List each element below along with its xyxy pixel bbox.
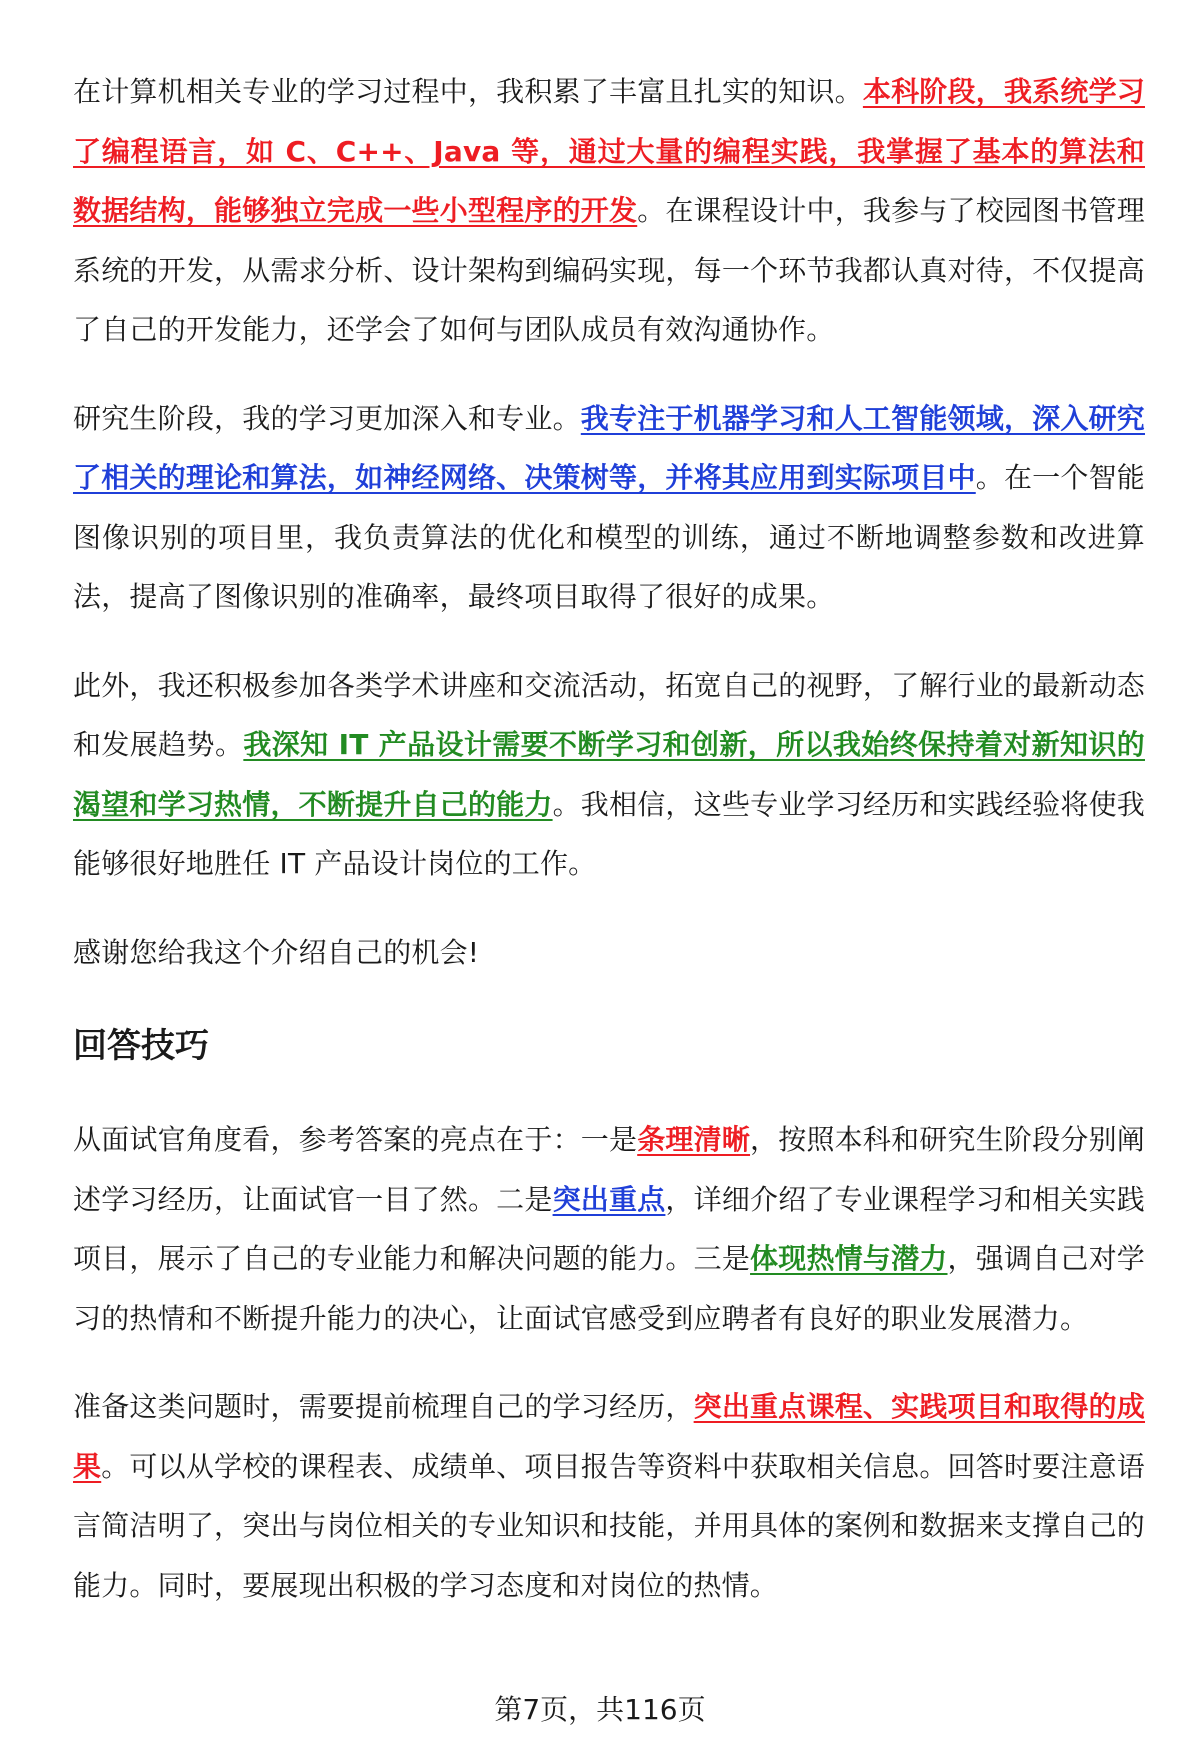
text-segment: 。在课程设计中，我参与了校园图书管理系统的开发，从需求分析、设计架构到编码实现，每一个环节我都认真对待，不仅提高了自己的开发能力，还学会了如何与团队成员有效沟通协作。 [73,194,1145,346]
highlight-blue: 我专注于机器学习和人工智能领域，深入研究了相关的理论和算法，如神经网络、决策树等，并将其应用到实际项目中 [73,401,1145,494]
text-segment: 研究生阶段，我的学习更加深入和专业。 [73,401,581,435]
text-segment: 。我相信，这些专业学习经历和实践经验将使我能够很好地胜任 IT 产品设计岗位的工作。 [73,787,1146,880]
text-segment: 感谢您给我这个介绍自己的机会! [73,935,480,969]
paragraph-undergrad [73,62,1145,360]
text-segment: ，详细介绍了专业课程学习和相关实践项目，展示了自己的专业能力和解决问题的能力。三是 [73,1182,1145,1275]
paragraph-graduate [73,389,1145,627]
text-segment: 此外，我还积极参加各类学术讲座和交流活动，拓宽自己的视野，了解行业的最新动态和发展趋势。 [73,668,1145,761]
paragraph-activities [73,656,1145,894]
highlight-blue: 突出重点 [552,1182,666,1216]
text-segment: ，按照本科和研究生阶段分别阐述学习经历，让面试官一目了然。二是 [73,1123,1145,1216]
paragraph-thanks [73,923,1145,983]
text-segment: 从面试官角度看，参考答案的亮点在于：一是 [73,1123,638,1156]
text-segment: 准备这类问题时，需要提前梳理自己的学习经历， [73,1390,694,1423]
section-heading: 回答技巧 [73,1026,209,1066]
text-segment: ，强调自己对学习的热情和不断提升能力的决心，让面试官感受到应聘者有良好的职业发展潜力。 [73,1242,1145,1335]
paragraph-tip-highlights [73,1110,1145,1348]
page-content [73,62,1145,1615]
paragraph-tip-preparation [73,1377,1145,1615]
highlight-red: 条理清晰 [637,1123,751,1156]
page-number-footer: 第7页，共116页 [494,1693,706,1726]
highlight-red: 本科阶段，我系统学习了编程语言，如 C、C++、Java 等，通过大量的编程实践，我掌握了基本的算法和数据结构，能够独立完成一些小型程序的开发 [73,75,1145,227]
text-segment: 。可以从学校的课程表、成绩单、项目报告等资料中获取相关信息。回答时要注意语言简洁明了，突出与岗位相关的专业知识和技能，并用具体的案例和数据来支撑自己的能力。同时，要展现出积极的学习态度和对岗位的热情。 [73,1449,1146,1602]
text-segment: 。在一个智能图像识别的项目里，我负责算法的优化和模型的训练，通过不断地调整参数和改进算法，提高了图像识别的准确率，最终项目取得了很好的成果。 [73,461,1146,613]
text-segment: 在计算机相关专业的学习过程中，我积累了丰富且扎实的知识。 [73,75,863,108]
highlight-green: 体现热情与潜力 [750,1242,948,1275]
highlight-red: 突出重点课程、实践项目和取得的成果 [73,1390,1146,1483]
highlight-green: 我深知 IT 产品设计需要不断学习和创新，所以我始终保持着对新知识的渴望和学习热情，不断提升自己的能力 [73,728,1145,821]
